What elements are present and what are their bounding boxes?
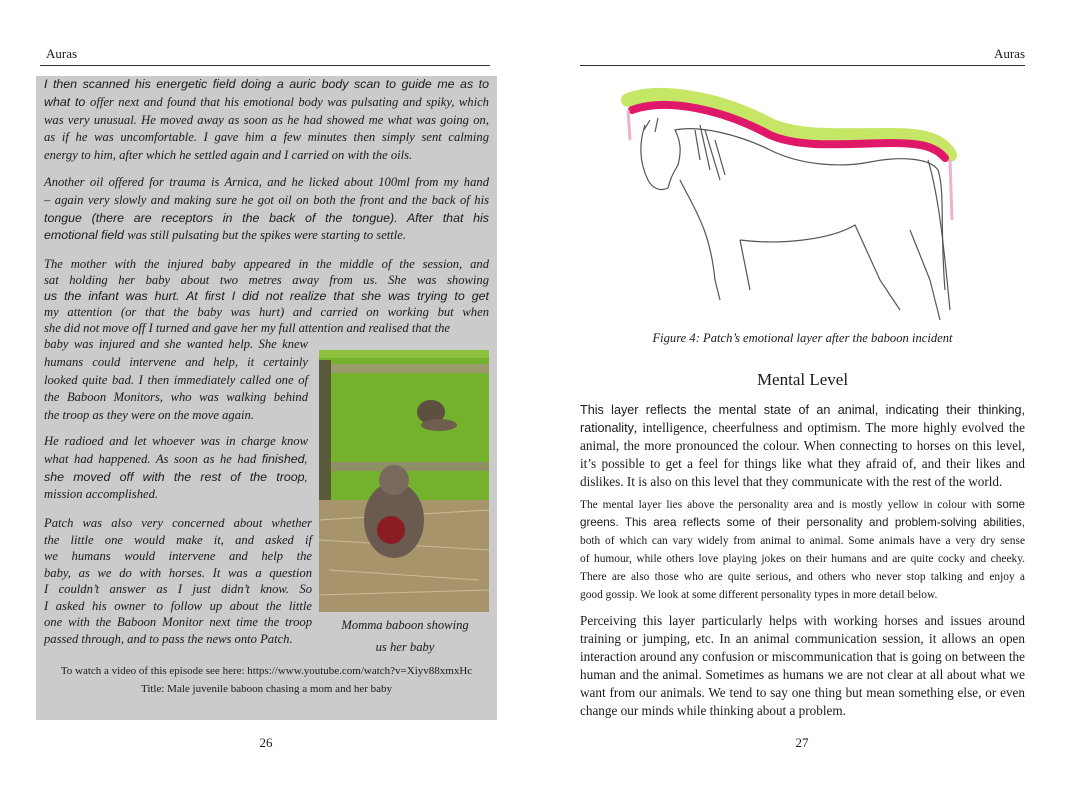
text-segment: what to bbox=[44, 94, 91, 109]
text-segment: my attention (or that the baby was hurt) and carried on working but when bbox=[44, 305, 489, 319]
running-header-left: Auras bbox=[46, 46, 78, 61]
text-segment: emotional field bbox=[44, 228, 128, 243]
text-line bbox=[44, 565, 312, 582]
text-line bbox=[44, 336, 308, 354]
text-line bbox=[580, 684, 1025, 702]
text-segment: good gossip. We look at some different personality types in more detail below. bbox=[580, 589, 938, 601]
text-segment: This layer reflects the mental state of an animal, indicating their thinking, bbox=[580, 403, 1025, 417]
text-segment: change our minds while thinking about a problem. bbox=[580, 703, 846, 718]
text-segment: Perceiving this layer particularly helps with working horses and issues around bbox=[580, 613, 1025, 628]
text-segment: sat holding her baby about two metres away from us. She was showing bbox=[44, 273, 489, 287]
text-segment: training or jumping, etc. In an animal communication session, it allows an open bbox=[580, 631, 1025, 646]
text-segment: interaction around any confusion or miscommunication that is going on between the bbox=[580, 649, 1025, 664]
text-segment: tongue (there are receptors in the back of the tongue). After that his bbox=[44, 210, 489, 225]
text-segment: animal, the more pronounced the colour. When connecting to horses on this level, bbox=[580, 438, 1025, 453]
text-line bbox=[44, 147, 489, 165]
text-line bbox=[44, 433, 308, 451]
text-segment: of humour, while others love playing jokes on their humans and are quite cocky and cheeky. bbox=[580, 553, 1025, 565]
page-number-right: 27 bbox=[795, 735, 809, 750]
text-segment: one with the Baboon Monitor next time the troop bbox=[44, 615, 312, 629]
text-line bbox=[580, 514, 1025, 532]
text-line bbox=[580, 630, 1025, 648]
text-segment: offer next and found that his emotional body was pulsating and spiky, which bbox=[90, 94, 489, 109]
text-segment: greens. This area reflects some of their personality and problem-solving abilities, bbox=[580, 516, 1025, 529]
text-line bbox=[44, 320, 489, 336]
text-line bbox=[580, 473, 1025, 491]
text-line bbox=[580, 612, 1025, 630]
page-number-left: 26 bbox=[259, 735, 273, 750]
text-segment: The mental layer lies above the personality area and is mostly yellow in colour with bbox=[580, 499, 997, 511]
text-line bbox=[44, 581, 312, 598]
text-segment: what had happened. As soon as he had bbox=[44, 451, 262, 466]
horse-aura-drawing bbox=[600, 80, 980, 330]
text-line bbox=[580, 702, 1025, 720]
text-line bbox=[44, 94, 489, 112]
section-heading: Mental Level bbox=[756, 370, 849, 389]
text-segment: There are also those who are quite serious, and others who never stop talking and enjoy a bbox=[580, 571, 1025, 583]
text-line bbox=[44, 76, 489, 94]
text-segment: the troop as they were on the move again. bbox=[44, 408, 254, 423]
text-line bbox=[44, 532, 312, 549]
text-line bbox=[44, 210, 489, 228]
paragraph bbox=[44, 515, 312, 647]
baboon-photo bbox=[319, 350, 489, 612]
text-line bbox=[44, 631, 312, 648]
text-line bbox=[580, 455, 1025, 473]
text-segment: energy to him, after which he settled again and I carried on with the oils. bbox=[44, 148, 413, 163]
text-line bbox=[44, 174, 489, 192]
text-line bbox=[580, 550, 1025, 568]
paragraph bbox=[580, 401, 1025, 491]
text-segment: she moved off with the rest of the troop, bbox=[44, 469, 308, 484]
paragraph bbox=[580, 612, 1025, 720]
text-segment: she did not move off I turned and gave her my full attention and realised that the bbox=[44, 321, 450, 335]
text-line bbox=[580, 648, 1025, 666]
text-line bbox=[44, 407, 308, 425]
paragraph bbox=[44, 174, 489, 245]
text-line bbox=[44, 112, 489, 130]
text-segment: mission accomplished. bbox=[44, 487, 159, 502]
text-segment: – again very slowly and making sure he got oil on both the front and the back of his bbox=[44, 192, 489, 207]
text-line bbox=[44, 451, 308, 469]
text-line bbox=[44, 372, 308, 390]
text-segment: dislikes. It is also on this level that they communicate with the rest of the world. bbox=[580, 474, 1003, 489]
text-segment: , intelligence, cheerfulness and optimism. The more highly evolved the bbox=[633, 420, 1025, 435]
text-line bbox=[44, 288, 489, 304]
text-line bbox=[580, 666, 1025, 684]
header-rule-left bbox=[40, 65, 490, 66]
photo-caption-line: us her baby bbox=[375, 640, 435, 654]
text-segment: I then scanned his energetic field doing a auric body scan to guide me as to bbox=[44, 77, 489, 91]
text-line bbox=[580, 532, 1025, 550]
text-segment: looked quite bad. I then immediately called one of bbox=[44, 372, 308, 387]
text-segment: the little one would make it, and asked if bbox=[44, 532, 312, 547]
text-line bbox=[44, 256, 489, 272]
text-segment: human and the animal. Sometimes as humans we are not clear at all about what we bbox=[580, 667, 1025, 682]
text-segment: humans could intervene and help, it certainly bbox=[44, 354, 308, 369]
text-segment: Another oil offered for trauma is Arnica, and he licked about 100ml from my hand bbox=[44, 175, 489, 189]
text-segment: rationality bbox=[580, 421, 634, 435]
figure-caption: Figure 4: Patch’s emotional layer after the baboon incident bbox=[652, 331, 953, 345]
video-link[interactable]: To watch a video of this episode see here: https://www.youtube.com/watch?v=Xiyv88xmxHc bbox=[60, 665, 473, 677]
text-line bbox=[44, 614, 312, 631]
text-line bbox=[44, 389, 308, 407]
text-segment: it’s possible to get a feel for things like what they afraid of, and their likes and bbox=[580, 456, 1025, 471]
header-rule-right bbox=[580, 65, 1025, 66]
text-segment: both of which can vary widely from animal to animal. Some animals have a very dry sense bbox=[580, 535, 1025, 547]
paragraph bbox=[44, 256, 489, 336]
text-line bbox=[44, 598, 312, 615]
photo-caption-line: Momma baboon showing bbox=[341, 618, 469, 632]
text-segment: baby was injured and she wanted help. She knew bbox=[44, 337, 308, 351]
text-segment: was still pulsating but the spikes were starting to settle. bbox=[127, 228, 407, 243]
video-title: Title: Male juvenile baboon chasing a mom and her baby bbox=[140, 683, 392, 695]
text-line bbox=[580, 586, 1025, 604]
text-segment: we humans would intervene and help the bbox=[44, 549, 312, 563]
text-segment: as if he was uncomfortable. I gave him a few minutes then simply sent calming bbox=[44, 130, 489, 145]
text-segment: Patch was also very concerned about whether bbox=[44, 516, 312, 530]
text-line bbox=[580, 401, 1025, 419]
text-segment: He radioed and let whoever was in charge know bbox=[44, 434, 308, 448]
text-line bbox=[44, 354, 308, 372]
text-line bbox=[44, 192, 489, 210]
photo-caption bbox=[320, 614, 490, 658]
text-line bbox=[44, 486, 308, 504]
text-line bbox=[44, 227, 489, 245]
text-line bbox=[44, 304, 489, 320]
paragraph bbox=[44, 433, 308, 504]
text-segment: baby, as we do with horses. It was a question bbox=[44, 565, 312, 580]
text-line bbox=[44, 515, 312, 532]
text-segment: The mother with the injured baby appeared in the middle of the session, and bbox=[44, 257, 489, 271]
text-segment: us the infant was hurt. At first I did not realize that she was trying to get bbox=[44, 289, 489, 303]
text-line bbox=[580, 437, 1025, 455]
text-line bbox=[44, 129, 489, 147]
text-line bbox=[44, 272, 489, 288]
text-segment: finished, bbox=[261, 451, 308, 466]
text-segment: some bbox=[996, 498, 1025, 511]
text-segment: the Baboon Monitors, who was walking behind bbox=[44, 390, 308, 405]
text-line bbox=[44, 548, 312, 565]
text-segment: want from our animals. We tend to say one thing but mean something else, or even bbox=[580, 685, 1025, 700]
text-line bbox=[580, 496, 1025, 514]
text-line bbox=[44, 469, 308, 487]
text-segment: was very unusual. He moved away as soon as he had showed me what was going on, bbox=[44, 112, 489, 127]
text-line bbox=[580, 419, 1025, 437]
running-header-right: Auras bbox=[993, 46, 1025, 61]
text-segment: I asked his owner to follow up about the little bbox=[44, 598, 312, 613]
paragraph bbox=[580, 496, 1025, 604]
text-line bbox=[580, 568, 1025, 586]
video-note bbox=[36, 662, 497, 698]
paragraph bbox=[44, 76, 489, 165]
text-segment: passed through, and to pass the news onto Patch. bbox=[44, 631, 293, 646]
text-segment: I couldn’t answer as I just didn’t know. So bbox=[44, 582, 312, 596]
paragraph bbox=[44, 336, 308, 425]
